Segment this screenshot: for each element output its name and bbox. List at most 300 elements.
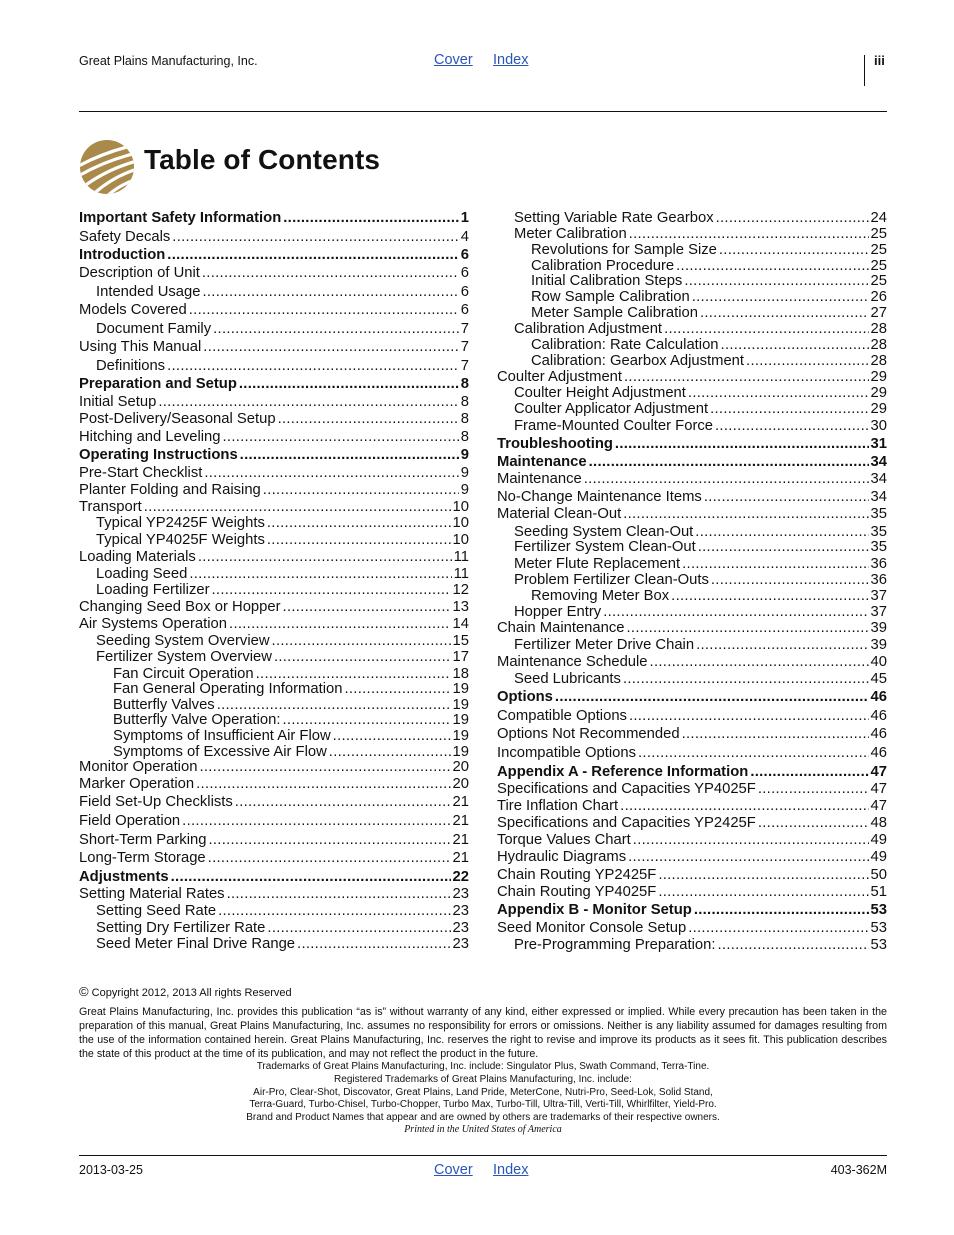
- toc-entry-title: Models Covered: [79, 302, 187, 318]
- toc-entry[interactable]: [79, 229, 469, 246]
- toc-entry-page: 28: [870, 337, 887, 353]
- toc-entry-page: 24: [870, 210, 887, 226]
- toc-entry-title: Changing Seed Box or Hopper: [79, 599, 281, 615]
- toc-entry-leader: [718, 937, 869, 954]
- toc-entry[interactable]: [79, 633, 469, 650]
- toc-entry[interactable]: [497, 471, 887, 488]
- toc-entry-title: Planter Folding and Raising: [79, 482, 261, 498]
- toc-entry[interactable]: [497, 849, 887, 866]
- toc-entry-title: Seeding System Clean-Out: [514, 524, 694, 540]
- toc-entry[interactable]: [79, 447, 469, 464]
- toc-entry-page: 1: [460, 210, 469, 226]
- toc-entry-title: Pre-Programming Preparation:: [514, 937, 716, 953]
- toc-entry-title: Fan Circuit Operation: [113, 666, 254, 682]
- toc-entry-title: Options Not Recommended: [497, 726, 680, 742]
- toc-entry[interactable]: [497, 671, 887, 688]
- toc-entry-page: 19: [452, 712, 469, 728]
- toc-entry-leader: [615, 436, 869, 453]
- toc-entry-leader: [297, 936, 451, 953]
- toc-entry-title: Loading Materials: [79, 549, 196, 565]
- toc-entry-page: 47: [870, 798, 887, 814]
- header-index-link[interactable]: Index: [493, 52, 529, 68]
- toc-entry-page: 9: [460, 447, 469, 463]
- toc-entry-title: Short-Term Parking: [79, 832, 207, 848]
- toc-entry-title: Butterfly Valves: [113, 697, 215, 713]
- toc-entry-title: Definitions: [96, 358, 166, 374]
- toc-entry-leader: [204, 465, 458, 482]
- toc-entry-title: Calibration Procedure: [531, 258, 675, 274]
- toc-entry-page: 7: [460, 339, 469, 355]
- toc-entry-title: Fertilizer System Overview: [96, 649, 272, 665]
- toc-entry-leader: [189, 566, 451, 583]
- toc-entry-title: Calibration Adjustment: [514, 321, 663, 337]
- toc-entry[interactable]: [79, 582, 469, 599]
- toc-entry[interactable]: [79, 728, 469, 745]
- toc-entry[interactable]: [497, 620, 887, 637]
- toc-entry[interactable]: [79, 321, 469, 338]
- toc-entry-page: 47: [870, 764, 887, 780]
- toc-entry-page: 46: [870, 726, 887, 742]
- toc-entry-leader: [208, 850, 451, 867]
- toc-entry-title: Air Systems Operation: [79, 616, 228, 632]
- toc-entry-title: Setting Dry Fertilizer Rate: [96, 920, 266, 936]
- toc-entry[interactable]: [497, 637, 887, 654]
- toc-entry-leader: [199, 759, 450, 776]
- toc-entry-leader: [750, 764, 868, 781]
- toc-entry-title: Appendix A - Reference Information: [497, 764, 749, 780]
- toc-entry-title: Appendix B - Monitor Setup: [497, 902, 692, 918]
- toc-entry-title: Frame-Mounted Coulter Force: [514, 418, 714, 434]
- toc-entry-page: 34: [870, 489, 887, 505]
- toc-entry-title: Row Sample Calibration: [531, 289, 690, 305]
- toc-entry-title: Calibration: Rate Calculation: [531, 337, 719, 353]
- toc-entry-leader: [682, 556, 868, 573]
- disclaimer-text: Great Plains Manufacturing, Inc. provides this publication “as is” without warranty of any kind, either expressed or implied. While every precaution has been taken in the preparation of this manual, Great Plains Manufacturing, Inc. assumes no responsibility for errors or omissions. Neither is any liability assumed for damages resulting from the use of the information contained herein. Great Plains Manufacturing, Inc. reserves the right to revise and improve its products as it sees fit. This publication describes the state of this product at the time of its publication, and may not reflect the product in the future.: [79, 1006, 887, 1060]
- toc-entry[interactable]: [497, 726, 887, 743]
- toc-entry-leader: [700, 305, 869, 322]
- toc-entry-leader: [144, 499, 451, 516]
- toc-entry[interactable]: [497, 369, 887, 386]
- toc-entry-leader: [167, 247, 458, 264]
- copyright-text: Copyright 2012, 2013 All rights Reserved: [91, 987, 292, 999]
- toc-entry-page: 22: [452, 869, 469, 885]
- toc-entry[interactable]: [497, 708, 887, 725]
- toc-entry-leader: [658, 867, 868, 884]
- toc-entry-page: 40: [870, 654, 887, 670]
- toc-entry[interactable]: [497, 572, 887, 589]
- toc-entry[interactable]: [497, 289, 887, 306]
- toc-entry-leader: [267, 515, 451, 532]
- toc-entry-page: 8: [460, 429, 469, 445]
- toc-entry-leader: [283, 712, 451, 729]
- toc-entry[interactable]: [79, 886, 469, 903]
- toc-entry[interactable]: [497, 226, 887, 243]
- toc-entry-page: 37: [870, 604, 887, 620]
- toc-entry-leader: [229, 616, 451, 633]
- toc-entry-title: Field Operation: [79, 813, 181, 829]
- toc-entry-title: Specifications and Capacities YP4025F: [497, 781, 756, 797]
- toc-entry-leader: [203, 339, 458, 356]
- toc-entry-leader: [671, 588, 868, 605]
- toc-entry-page: 21: [452, 813, 469, 829]
- toc-entry-page: 49: [870, 849, 887, 865]
- toc-entry-leader: [658, 884, 868, 901]
- toc-entry-title: Operating Instructions: [79, 447, 238, 463]
- toc-entry-title: Intended Usage: [96, 284, 201, 300]
- toc-entry-page: 35: [870, 506, 887, 522]
- toc-entry-title: Post-Delivery/Seasonal Setup: [79, 411, 276, 427]
- toc-entry[interactable]: [79, 358, 469, 375]
- page-number: iii: [874, 53, 885, 68]
- toc-entry-title: Incompatible Options: [497, 745, 637, 761]
- toc-entry[interactable]: [497, 654, 887, 671]
- toc-entry-title: Typical YP4025F Weights: [96, 532, 265, 548]
- toc-entry[interactable]: [497, 436, 887, 453]
- toc-entry-title: Fertilizer System Clean-Out: [514, 539, 696, 555]
- toc-entry[interactable]: [497, 489, 887, 506]
- toc-entry-page: 6: [460, 284, 469, 300]
- toc-entry-page: 11: [453, 549, 469, 565]
- toc-entry[interactable]: [497, 920, 887, 937]
- toc-entry-title: Adjustments: [79, 869, 169, 885]
- toc-entry-page: 34: [870, 471, 887, 487]
- toc-entry[interactable]: [79, 813, 469, 830]
- toc-entry-page: 53: [870, 937, 887, 953]
- toc-entry-title: Chain Routing YP2425F: [497, 867, 657, 883]
- toc-entry[interactable]: [79, 210, 469, 227]
- toc-entry-title: Hitching and Leveling: [79, 429, 221, 445]
- toc-entry-title: Maintenance: [497, 471, 582, 487]
- toc-entry-leader: [711, 572, 869, 589]
- toc-entry-leader: [589, 454, 869, 471]
- toc-entry-page: 29: [870, 385, 887, 401]
- toc-entry[interactable]: [79, 616, 469, 633]
- toc-entry-title: Removing Meter Box: [531, 588, 670, 604]
- toc-entry-leader: [682, 726, 869, 743]
- toc-entry-title: Fertilizer Meter Drive Chain: [514, 637, 695, 653]
- toc-entry-page: 19: [452, 697, 469, 713]
- toc-entry-title: Using This Manual: [79, 339, 202, 355]
- toc-entry[interactable]: [79, 499, 469, 516]
- toc-entry-title: Important Safety Information: [79, 210, 282, 226]
- toc-entry-page: 11: [453, 566, 469, 582]
- toc-entry-title: Loading Fertilizer: [96, 582, 210, 598]
- toc-entry[interactable]: [79, 339, 469, 356]
- toc-entry-leader: [629, 226, 869, 243]
- toc-entry-page: 34: [870, 454, 887, 470]
- toc-entry[interactable]: [497, 539, 887, 556]
- toc-entry[interactable]: [79, 850, 469, 867]
- toc-entry-page: 23: [452, 886, 469, 902]
- toc-entry-title: Compatible Options: [497, 708, 627, 724]
- toc-entry[interactable]: [79, 411, 469, 428]
- footer-date: 2013-03-25: [79, 1163, 143, 1177]
- toc-entry-leader: [283, 210, 459, 227]
- toc-entry[interactable]: [497, 937, 887, 954]
- toc-entry[interactable]: [79, 936, 469, 953]
- footer-index-link[interactable]: Index: [493, 1162, 529, 1178]
- toc-entry[interactable]: [79, 429, 469, 446]
- toc-entry[interactable]: [79, 649, 469, 666]
- toc-entry[interactable]: [497, 385, 887, 402]
- toc-entry-page: 18: [452, 666, 469, 682]
- header-cover-link[interactable]: Cover: [434, 52, 473, 68]
- toc-entry-page: 10: [452, 515, 469, 531]
- toc-entry-leader: [684, 273, 868, 290]
- toc-entry-title: Coulter Applicator Adjustment: [514, 401, 709, 417]
- header-rule: [79, 111, 887, 112]
- toc-entry[interactable]: [497, 337, 887, 354]
- toc-entry[interactable]: [497, 321, 887, 338]
- toc-entry[interactable]: [497, 273, 887, 290]
- toc-entry-page: 25: [870, 258, 887, 274]
- toc-entry-page: 49: [870, 832, 887, 848]
- toc-entry[interactable]: [79, 681, 469, 698]
- toc-entry-page: 6: [460, 265, 469, 281]
- toc-entry-title: Meter Flute Replacement: [514, 556, 681, 572]
- toc-entry-page: 29: [870, 369, 887, 385]
- toc-entry-title: Meter Calibration: [514, 226, 627, 242]
- toc-entry-leader: [240, 447, 459, 464]
- toc-entry-page: 13: [452, 599, 469, 615]
- footer-cover-link[interactable]: Cover: [434, 1162, 473, 1178]
- printed-in-line: Printed in the United States of America: [404, 1124, 562, 1135]
- toc-entry-page: 19: [452, 744, 469, 760]
- toc-entry-page: 36: [870, 556, 887, 572]
- toc-entry[interactable]: [497, 867, 887, 884]
- toc-entry[interactable]: [79, 532, 469, 549]
- toc-entry-page: 28: [870, 353, 887, 369]
- toc-entry-leader: [239, 376, 459, 393]
- toc-entry[interactable]: [79, 712, 469, 729]
- toc-entry-leader: [721, 337, 869, 354]
- toc-entry-page: 36: [870, 572, 887, 588]
- toc-entry-title: Hopper Entry: [514, 604, 602, 620]
- toc-entry-leader: [638, 745, 869, 762]
- toc-entry-title: No-Change Maintenance Items: [497, 489, 702, 505]
- toc-entry-leader: [196, 776, 450, 793]
- toc-entry-title: Seed Lubricants: [514, 671, 621, 687]
- toc-entry-page: 48: [870, 815, 887, 831]
- toc-entry-title: Butterfly Valve Operation:: [113, 712, 281, 728]
- toc-entry-title: Material Clean-Out: [497, 506, 622, 522]
- toc-entry-leader: [650, 654, 869, 671]
- toc-entry-title: Problem Fertilizer Clean-Outs: [514, 572, 709, 588]
- toc-entry-title: Revolutions for Sample Size: [531, 242, 717, 258]
- toc-entry-page: 46: [870, 708, 887, 724]
- toc-entry-page: 8: [460, 411, 469, 427]
- toc-entry-leader: [333, 728, 451, 745]
- toc-entry[interactable]: [79, 599, 469, 616]
- toc-entry-leader: [623, 671, 869, 688]
- toc-entry-leader: [198, 549, 452, 566]
- toc-entry-leader: [710, 401, 868, 418]
- toc-entry-page: 12: [452, 582, 469, 598]
- toc-entry[interactable]: [79, 566, 469, 583]
- toc-entry-leader: [698, 539, 869, 556]
- toc-entry-title: Chain Maintenance: [497, 620, 625, 636]
- toc-entry[interactable]: [497, 902, 887, 919]
- toc-entry-page: 35: [870, 524, 887, 540]
- toc-entry-title: Fan General Operating Information: [113, 681, 343, 697]
- toc-entry-page: 7: [460, 321, 469, 337]
- toc-entry-title: Symptoms of Excessive Air Flow: [113, 744, 327, 760]
- toc-entry-page: 10: [452, 499, 469, 515]
- toc-entry-page: 10: [452, 532, 469, 548]
- toc-entry-leader: [688, 385, 869, 402]
- toc-entry[interactable]: [497, 418, 887, 435]
- toc-entry[interactable]: [79, 920, 469, 937]
- toc-entry-title: Marker Operation: [79, 776, 195, 792]
- toc-entry-title: Seeding System Overview: [96, 633, 270, 649]
- toc-entry[interactable]: [79, 549, 469, 566]
- toc-entry-leader: [555, 689, 869, 706]
- toc-entry-leader: [202, 265, 459, 282]
- toc-entry-page: 46: [870, 745, 887, 761]
- toc-entry[interactable]: [79, 903, 469, 920]
- toc-entry-leader: [167, 358, 459, 375]
- toc-entry-page: 17: [452, 649, 469, 665]
- toc-entry-leader: [719, 242, 869, 259]
- toc-entry[interactable]: [79, 465, 469, 482]
- toc-entry[interactable]: [497, 781, 887, 798]
- toc-entry-page: 6: [460, 247, 469, 263]
- toc-entry-leader: [235, 794, 451, 811]
- toc-entry-page: 9: [460, 465, 469, 481]
- toc-entry[interactable]: [497, 884, 887, 901]
- header-company-name: Great Plains Manufacturing, Inc.: [79, 54, 258, 68]
- toc-entry-title: Maintenance: [497, 454, 587, 470]
- toc-entry[interactable]: [497, 242, 887, 259]
- toc-entry-leader: [715, 418, 869, 435]
- toc-entry-title: Safety Decals: [79, 229, 171, 245]
- toc-entry-leader: [189, 302, 459, 319]
- toc-entry-leader: [213, 321, 459, 338]
- toc-entry-leader: [692, 289, 869, 306]
- toc-entry-page: 23: [452, 920, 469, 936]
- toc-entry[interactable]: [79, 515, 469, 532]
- toc-entry-page: 6: [460, 302, 469, 318]
- toc-entry-leader: [624, 369, 869, 386]
- registered-trademarks-line: Registered Trademarks of Great Plains Manufacturing, Inc. include:: [334, 1074, 632, 1085]
- toc-entry[interactable]: [79, 832, 469, 849]
- toc-entry-leader: [344, 681, 450, 698]
- toc-entry-title: Transport: [79, 499, 142, 515]
- toc-entry[interactable]: [497, 815, 887, 832]
- brand-names-line: Brand and Product Names that appear and are owned by others are trademarks of their respective owners.: [246, 1112, 720, 1123]
- toc-entry-page: 8: [460, 394, 469, 410]
- toc-entry-page: 19: [452, 728, 469, 744]
- toc-entry-page: 30: [870, 418, 887, 434]
- toc-entry[interactable]: [79, 394, 469, 411]
- footer-document-number: 403-362M: [830, 1163, 887, 1177]
- toc-entry-page: 31: [870, 436, 887, 452]
- toc-entry[interactable]: [497, 506, 887, 523]
- toc-entry[interactable]: [497, 604, 887, 621]
- toc-entry-leader: [746, 353, 869, 370]
- toc-entry-leader: [628, 849, 868, 866]
- toc-entry[interactable]: [79, 265, 469, 282]
- toc-entry-title: Seed Meter Final Drive Range: [96, 936, 296, 952]
- toc-entry[interactable]: [79, 869, 469, 886]
- toc-entry-page: 21: [452, 850, 469, 866]
- toc-entry-leader: [688, 920, 868, 937]
- toc-entry-title: Introduction: [79, 247, 166, 263]
- toc-entry-title: Options: [497, 689, 553, 705]
- toc-entry[interactable]: [497, 454, 887, 471]
- toc-entry[interactable]: [497, 689, 887, 706]
- toc-entry[interactable]: [79, 284, 469, 301]
- toc-entry-page: 20: [452, 759, 469, 775]
- toc-entry[interactable]: [497, 832, 887, 849]
- toc-entry-leader: [704, 489, 869, 506]
- toc-entry[interactable]: [497, 401, 887, 418]
- toc-entry-title: Initial Setup: [79, 394, 157, 410]
- toc-entry-title: Tire Inflation Chart: [497, 798, 619, 814]
- toc-entry-page: 25: [870, 226, 887, 242]
- toc-entry-leader: [182, 813, 450, 830]
- toc-entry[interactable]: [497, 588, 887, 605]
- toc-entry-page: 51: [870, 884, 887, 900]
- toc-entry-title: Loading Seed: [96, 566, 188, 582]
- toc-entry-page: 23: [452, 936, 469, 952]
- toc-entry[interactable]: [79, 302, 469, 319]
- toc-entry-leader: [603, 604, 868, 621]
- toc-entry-page: 45: [870, 671, 887, 687]
- toc-entry-leader: [208, 832, 450, 849]
- toc-entry-page: 29: [870, 401, 887, 417]
- toc-entry-page: 23: [452, 903, 469, 919]
- toc-entry[interactable]: [79, 759, 469, 776]
- toc-entry-title: Symptoms of Insufficient Air Flow: [113, 728, 331, 744]
- toc-entry-title: Hydraulic Diagrams: [497, 849, 627, 865]
- toc-entry[interactable]: [79, 247, 469, 264]
- toc-entry-title: Typical YP2425F Weights: [96, 515, 265, 531]
- toc-entry-leader: [272, 633, 451, 650]
- toc-entry[interactable]: [79, 482, 469, 499]
- toc-entry[interactable]: [497, 210, 887, 227]
- toc-entry-title: Preparation and Setup: [79, 376, 237, 392]
- trademarks-line: Trademarks of Great Plains Manufacturing, Inc. include: Singulator Plus, Swath Command, Terra-Tine.: [256, 1061, 710, 1072]
- toc-entry[interactable]: [79, 776, 469, 793]
- toc-entry-page: 39: [870, 637, 887, 653]
- toc-entry[interactable]: [497, 556, 887, 573]
- toc-entry-leader: [218, 903, 450, 920]
- toc-entry-page: 27: [870, 305, 887, 321]
- toc-entry-leader: [716, 210, 869, 227]
- toc-entry-page: 37: [870, 588, 887, 604]
- toc-entry[interactable]: [497, 745, 887, 762]
- toc-entry-title: Setting Material Rates: [79, 886, 225, 902]
- toc-entry-page: 4: [460, 229, 469, 245]
- copyright-line: [79, 984, 292, 999]
- toc-entry[interactable]: [79, 794, 469, 811]
- toc-entry[interactable]: [497, 764, 887, 781]
- toc-entry-page: 35: [870, 539, 887, 555]
- toc-entry-leader: [623, 506, 868, 523]
- toc-entry[interactable]: [497, 798, 887, 815]
- toc-entry-page: 47: [870, 781, 887, 797]
- toc-entry-page: 14: [452, 616, 469, 632]
- toc-entry-title: Monitor Operation: [79, 759, 198, 775]
- toc-entry[interactable]: [497, 353, 887, 370]
- toc-entry[interactable]: [79, 376, 469, 393]
- toc-entry[interactable]: [497, 305, 887, 322]
- toc-entry-title: Calibration: Gearbox Adjustment: [531, 353, 745, 369]
- toc-entry-leader: [633, 832, 869, 849]
- toc-entry-leader: [694, 902, 869, 919]
- toc-entry-page: 21: [452, 832, 469, 848]
